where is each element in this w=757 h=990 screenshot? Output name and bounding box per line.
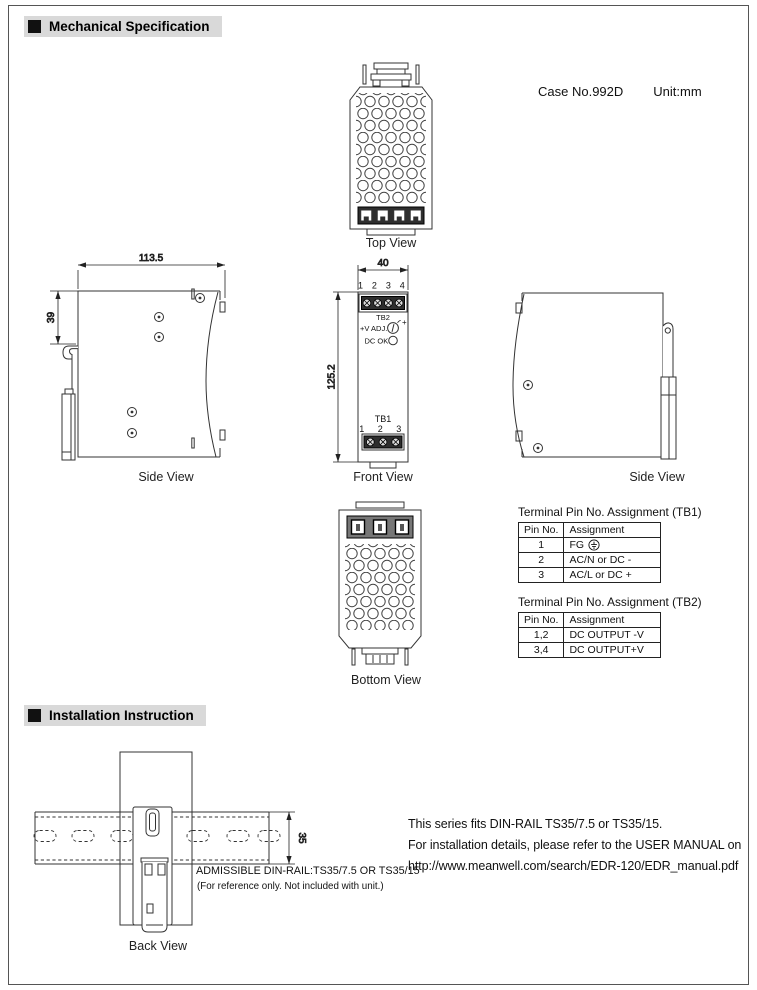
- tb2-table: [518, 612, 661, 658]
- tb1-label: TB1: [374, 414, 392, 424]
- section-title-installation: Installation Instruction: [49, 708, 194, 723]
- tb1-row-2-assignment: AC/N or DC -: [564, 553, 661, 568]
- tb1-terminal-block: [362, 434, 404, 450]
- tb1-col-pin: Pin No.: [519, 523, 564, 538]
- din-clip-side-left: [62, 346, 78, 460]
- top-view-drawing: [342, 60, 454, 252]
- dc-ok-led: [365, 336, 398, 345]
- vent-holes: [356, 93, 426, 203]
- unit-label: Unit:mm: [653, 84, 702, 99]
- section-header-mechanical: [24, 16, 222, 37]
- tb2-row-2-pin: 3,4: [519, 643, 564, 658]
- tb1-row-2: [519, 553, 661, 568]
- tb2-table-block: [518, 595, 702, 658]
- case-outline-side-right: [513, 293, 663, 457]
- side-view-right-label: Side View: [629, 470, 685, 484]
- tb1-row-2-pin: 2: [519, 553, 564, 568]
- top-lip-bottom-view: [356, 502, 404, 508]
- back-view-drawing: [22, 733, 322, 945]
- dim-height-value: 125.2: [326, 364, 338, 390]
- installation-line-1: This series fits DIN-RAIL TS35/7.5 or TS35/15.: [408, 817, 663, 831]
- bottom-lip-front: [370, 462, 396, 468]
- tb1-row-3-assignment: AC/L or DC +: [564, 568, 661, 583]
- case-number: Case No.992D: [538, 84, 624, 99]
- reference-note: (For reference only. Not included with unit.): [197, 881, 384, 892]
- tb1-col-assignment: Assignment: [564, 523, 661, 538]
- ground-icon: [588, 539, 600, 551]
- tb2-label: TB2: [376, 313, 390, 322]
- tb2-table-title: Terminal Pin No. Assignment (TB2): [518, 595, 702, 609]
- tb1-row-1-assignment: FG: [569, 539, 585, 551]
- front-view-drawing: [326, 246, 434, 482]
- dim-rail-height: [269, 812, 307, 864]
- vadj-plus-mark: +: [402, 318, 407, 327]
- admissible-rail-text: ADMISSIBLE DIN-RAIL:TS35/7.5 OR TS35/15: [196, 865, 420, 877]
- section-title-mechanical: Mechanical Specification: [49, 19, 210, 34]
- dim-rail-height-value: 35: [296, 832, 307, 844]
- vadj-label: +V ADJ.: [360, 324, 388, 333]
- tb1-row-1-pin: 1: [519, 538, 564, 553]
- tb2-col-pin: Pin No.: [519, 613, 564, 628]
- tb1-table-block: [518, 505, 702, 583]
- tb2-row-1-assignment: DC OUTPUT -V: [564, 628, 661, 643]
- tb2-row-2: [519, 643, 661, 658]
- tb1-row-3-pin: 3: [519, 568, 564, 583]
- dim-height: [327, 292, 359, 462]
- tb2-terminal-block: [359, 294, 407, 312]
- din-clip-top: [363, 63, 419, 86]
- side-view-left-label: Side View: [138, 470, 194, 484]
- back-view-label: Back View: [128, 939, 188, 953]
- section-header-installation: [24, 705, 206, 726]
- case-outline-side-left: [78, 291, 225, 457]
- dim-width-value: 40: [377, 258, 389, 269]
- tb2-header-row: [519, 613, 661, 628]
- tb2-row-1: [519, 628, 661, 643]
- bottom-lip: [367, 229, 415, 235]
- tb2-row-1-pin: 1,2: [519, 628, 564, 643]
- tb1-pin-numbers: 1 2 3: [359, 424, 407, 434]
- top-catch: [146, 809, 159, 836]
- tb1-table-title: Terminal Pin No. Assignment (TB1): [518, 505, 702, 519]
- terminal-strip-3p: [347, 516, 413, 538]
- din-clip-side-right: [661, 323, 676, 459]
- section-bullet-icon: [28, 709, 41, 722]
- vent-holes-bottom: [345, 544, 415, 630]
- tb1-header-row: [519, 523, 661, 538]
- din-clip-bottom: [352, 648, 408, 665]
- section-bullet-icon: [28, 20, 41, 33]
- front-view-label: Front View: [353, 470, 413, 484]
- side-view-left-drawing: [38, 246, 273, 478]
- slide-clip-back: [141, 858, 168, 932]
- tb2-row-2-assignment: DC OUTPUT+V: [564, 643, 661, 658]
- top-view-label: Top View: [365, 236, 417, 250]
- tb1-table: [518, 522, 661, 583]
- installation-manual-url: http://www.meanwell.com/search/EDR-120/EDR_manual.pdf: [408, 859, 739, 873]
- tb1-row-1: [519, 538, 661, 553]
- side-view-right-drawing: [503, 246, 723, 478]
- dim-rail-offset-value: 39: [46, 311, 57, 324]
- installation-line-2: For installation details, please refer to the USER MANUAL on: [408, 838, 742, 852]
- bottom-view-drawing: [331, 500, 443, 672]
- tb1-row-3: [519, 568, 661, 583]
- installation-paragraph: [408, 814, 741, 877]
- dcok-label: DC OK: [364, 336, 389, 346]
- tb2-col-assignment: Assignment: [564, 613, 661, 628]
- terminal-strip-4p: [358, 207, 424, 224]
- bottom-view-label: Bottom View: [351, 673, 421, 687]
- dim-depth-value: 113.5: [138, 253, 164, 264]
- case-info: [538, 84, 702, 99]
- tb2-pin-numbers: 1 2 3 4: [358, 280, 408, 291]
